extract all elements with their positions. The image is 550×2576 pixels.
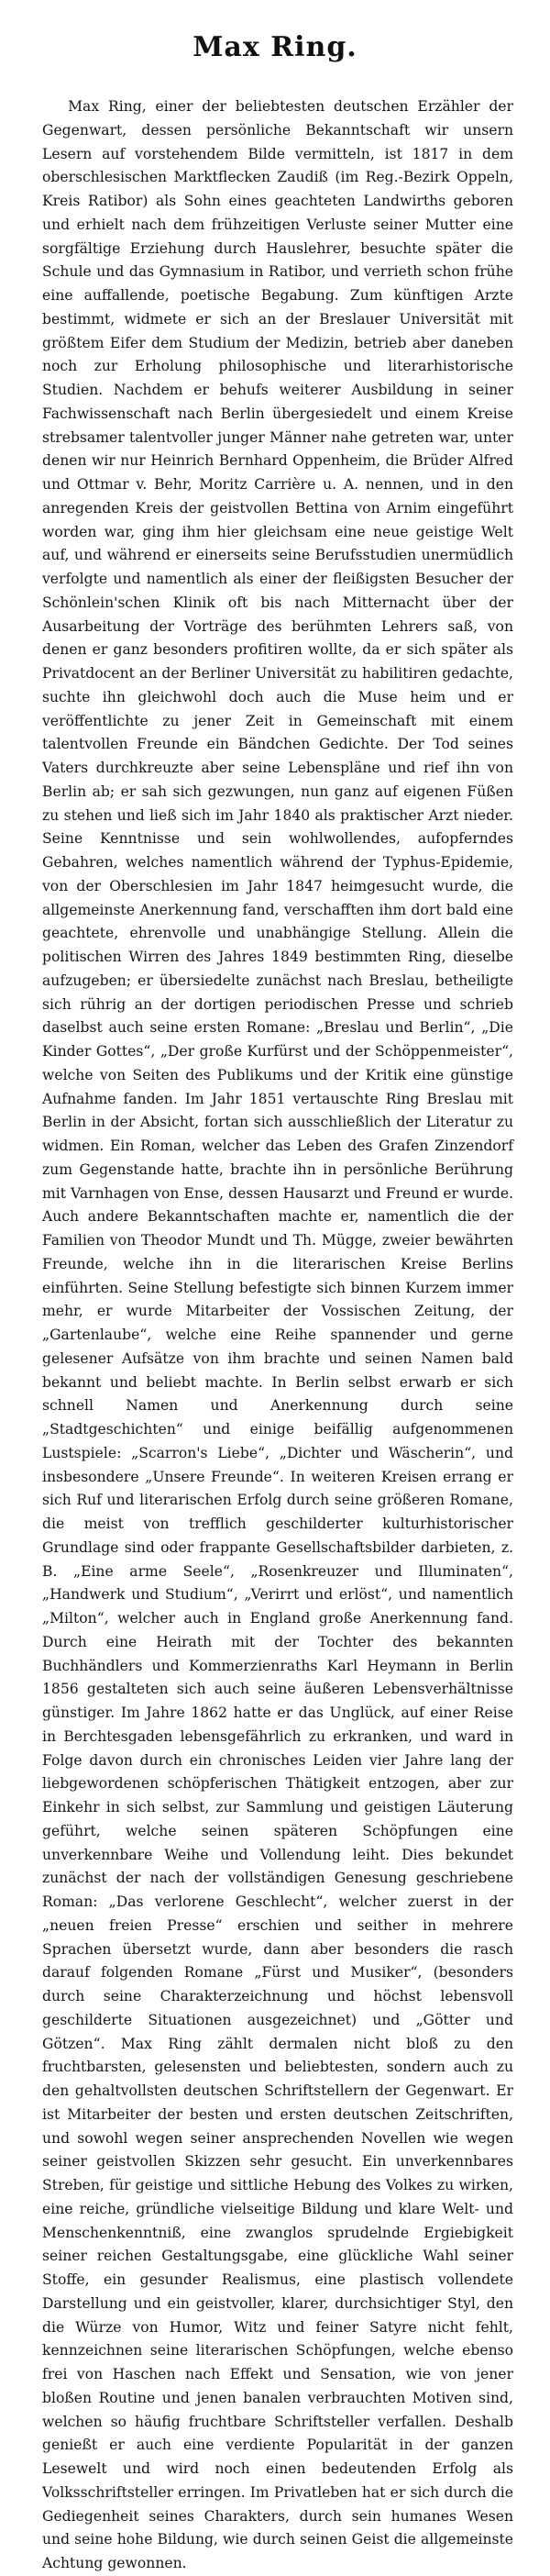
article-body: Max Ring, einer der beliebtesten deutschen Erzähler der Gegenwart, dessen persönliche Bekanntschaft wir unsern Lesern auf vorstehendem Bilde vermitteln, ist 1817 in dem oberschlesischen Marktflecken Zaudiß (im Reg.-Bezirk Oppeln, Kreis Ratibor) als Sohn eines geachteten Landwirths geboren und erhielt nach dem frühzeitigen Verluste seiner Mutter eine sorgfältige Erziehung durch Hauslehrer, besuchte später die Schule und das Gymnasium in Ratibor, und verrieth schon frühe eine auffallende, poetische Begabung. Zum künftigen Arzte bestimmt, widmete er sich an der Breslauer Universität mit größtem Eifer dem Studium der Medizin, betrieb aber daneben noch zur Erholung philosophische und literarhistorische Studien. Nachdem er behufs weiterer Ausbildung in seiner Fachwissenschaft nach Berlin übergesiedelt und einem Kreise strebsamer talentvoller junger Männer nahe getreten war, unter denen wir nur Heinrich Bernhard Oppenheim, die Brüder Alfred und Ottmar v. Behr, Moritz Carrière u. A. nennen, und in den anregenden Kreis der geistvollen Bettina von Arnim eingeführt worden war, ging ihm hier gleichsam eine neue geistige Welt auf, und während er einerseits seine Berufsstudien unermüdlich verfolgte und namentlich als einer der fleißigsten Besucher der Schönlein'schen Klinik oft bis nach Mitternacht über der Ausarbeitung der Vorträge des berühmten Lehrers saß, von denen er ganz besonders profitiren wollte, da er sich später als Privatdocent an der Berliner Universität zu habilitiren gedachte, suchte ihn gleichwohl doch auch die Muse heim und er veröffentlichte zu jener Zeit in Gemeinschaft mit einem talentvollen Freunde ein Bändchen Gedichte. Der Tod seines Vaters durchkreuzte aber seine Lebenspläne und rief ihn von Berlin ab; er sah sich gezwungen, nun ganz auf eigenen Füßen zu stehen und ließ sich im Jahr 1840 als praktischer Arzt nieder. Seine Kenntnisse und sein wohlwollendes, aufopferndes Gebahren, welches namentlich während der Typhus-Epidemie, von der Oberschlesien im Jahr 1847 heimgesucht wurde, die allgemeinste Anerkennung fand, verschafften ihm dort bald eine geachtete, ehrenvolle und unabhängige Stellung. Allein die politischen Wirren des Jahres 1849 bestimmten Ring, dieselbe aufzugeben; er übersiedelte zunächst nach Breslau, betheiligte sich rührig an der dortigen periodischen Presse und schrieb daselbst auch seine ersten Romane: „Breslau und Berlin“, „Die Kinder Gottes“, „Der große Kurfürst und der Schöppenmeister“, welche von Seiten des Publikums und der Kritik eine günstige Aufnahme fanden. Im Jahr 1851 vertauschte Ring Breslau mit Berlin in der Absicht, fortan sich ausschließlich der Literatur zu widmen. Ein Roman, welcher das Leben des Grafen Zinzendorf zum Gegenstande hatte, brachte ihn in persönliche Berührung mit Varnhagen von Ense, dessen Hausarzt und Freund er wurde. Auch andere Bekanntschaften machte er, namentlich die der Familien von Theodor Mundt und Th. Mügge, zweier bewährten Freunde, welche ihn in die literarischen Kreise Berlins einführten. Seine Stellung befestigte sich binnen Kurzem immer mehr, er wurde Mitarbeiter der Vossischen Zeitung, der „Gartenlaube“, welche eine Reihe spannender und gerne gelesener Aufsätze von ihm brachte und seinen Namen bald bekannt und beliebt machte. In Berlin selbst erwarb er sich schnell Namen und Anerkennung durch seine „Stadtgeschichten“ und einige beifällig aufgenommenen Lustspiele: „Scarron's Liebe“, „Dichter und Wäscherin“, und insbesondere „Unsere Freunde“. In weiteren Kreisen errang er sich Ruf und literarischen Erfolg durch seine größeren Romane, die meist von trefflich geschilderter kulturhistorischer Grundlage sind oder frappante Gesellschaftsbilder darbieten, z. B. „Eine arme Seele“, „Rosenkreuzer und Illuminaten“, „Handwerk und Studium“, „Verirrt und erlöst“, und namentlich „Milton“, welcher auch in England große Anerkennung fand. Durch eine Heirath mit der Tochter des bekannten Buchhändlers und Kommerzienraths Karl Heymann in Berlin 1856 gestalteten sich auch seine äußeren Lebensverhältnisse günstiger. Im Jahre 1862 hatte er das Unglück, auf einer Reise in Berchtesgaden lebensgefährlich zu erkranken, und ward in Folge davon durch ein chronisches Leiden vier Jahre lang der liebgewordenen schöpferischen Thätigkeit entzogen, aber zur Einkehr in sich selbst, zur Sammlung und geistigen Läuterung geführt, welche seinen späteren Schöpfungen eine unverkennbare Weihe und Vollendung leiht. Dies bekundet zunächst der nach der vollständigen Genesung geschriebene Roman: „Das verlorene Geschlecht“, welcher zuerst in der „neuen freien Presse“ erschien und seither in mehrere Sprachen übersetzt wurde, dann aber besonders die rasch darauf folgenden Romane „Fürst und Musiker“, (besonders durch seine Charakterzeichnung und höchst lebensvoll geschilderte Situationen ausgezeichnet) und „Götter und Götzen“. Max Ring zählt dermalen nicht bloß zu den fruchtbarsten, gelesensten und beliebtesten, sondern auch zu den gehaltvollsten deutschen Schriftstellern der Gegenwart. Er ist Mitarbeiter der besten und ersten deutschen Zeitschriften, und sowohl wegen seiner ansprechenden Novellen wie wegen seiner geistvollen Skizzen sehr gesucht. Ein unverkennbares Streben, für geistige und sittliche Hebung des Volkes zu wirken, eine reiche, gründliche vielseitige Bildung und klare Welt- und Menschenkenntniß, eine zwanglos sprudelnde Ergiebigkeit seiner reichen Gestaltungsgabe, eine glückliche Wahl seiner Stoffe, ein gesunder Realismus, eine plastisch vollendete Darstellung und ein geistvoller, klarer, durchsichtiger Styl, den die Würze von Humor, Witz und feiner Satyre nicht fehlt, kennzeichnen seine literarischen Schöpfungen, welche ebenso frei von Haschen nach Effekt und Sensation, wie von jener bloßen Routine und jenen banalen verbrauchten Motiven sind, welchen so häufig fruchtbare Schriftsteller verfallen. Deshalb genießt er auch eine verdiente Popularität in der ganzen Lesewelt und wird noch einen bedeutenden Erfolg als Volksschriftsteller erringen. Im Privatleben hat er sich durch die Gediegenheit seines Charakters, durch sein humanes Wesen und seine hohe Bildung, wie durch seinen Geist die allgemeinste Achtung gewonnen. <box>42 98 513 2571</box>
article-title: Max Ring. <box>192 31 358 63</box>
